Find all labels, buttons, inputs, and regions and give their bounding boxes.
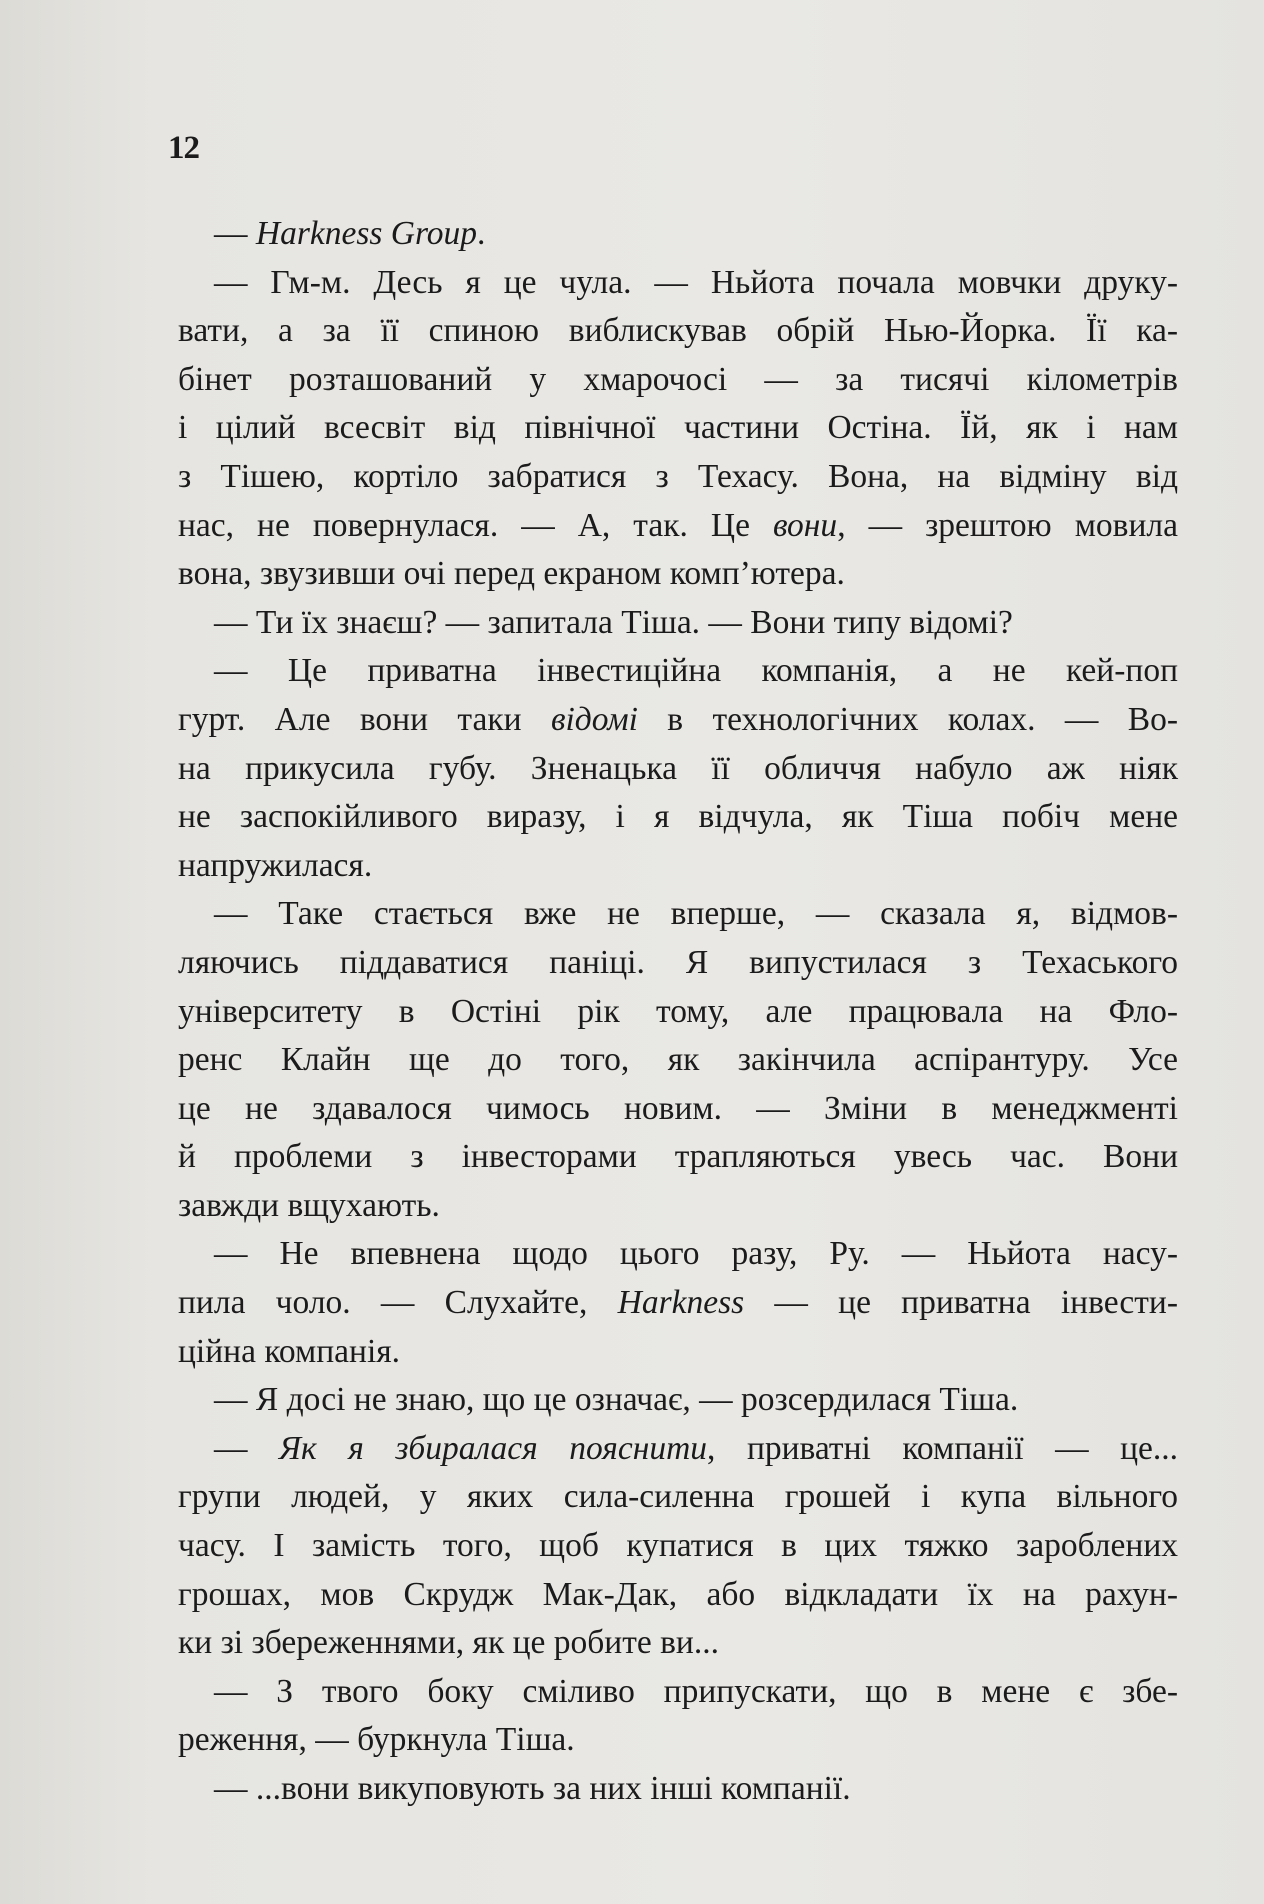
body-text — [178, 210, 1178, 1814]
text-segment: пила чоло. — Слухайте, — [178, 1284, 618, 1322]
text-segment: ки зі збереженнями, як це робите ви... — [178, 1624, 719, 1662]
paragraph-first-line — [178, 1668, 1178, 1717]
paragraph-line — [178, 550, 1178, 599]
paragraph-first-line — [178, 1230, 1178, 1279]
text-segment: — Я досі не знаю, що це означає, — розсердилася Тіша. — [214, 1381, 1019, 1419]
paragraph-first-line — [178, 890, 1178, 939]
text-segment: — ...вони викуповують за них інші компанії. — [214, 1770, 851, 1807]
text-segment: — Це приватна інвестиційна компанія, а не кей-поп — [214, 652, 1178, 690]
paragraph-first-line — [178, 1376, 1178, 1425]
paragraph-first-line — [178, 210, 1178, 259]
paragraph-line — [178, 307, 1178, 356]
text-segment: грошах, мов Скрудж Мак-Дак, або відкладати їх на рахун- — [178, 1575, 1178, 1613]
text-segment: часу. І замість того, щоб купатися в цих тяжко зароблених — [178, 1527, 1178, 1565]
text-segment: бінет розташований у хмарочосі — за тисячі кілометрів — [178, 360, 1178, 398]
paragraph-line — [178, 1473, 1178, 1522]
text-segment: на прикусила губу. Зненацька її обличчя набуло аж ніяк — [178, 749, 1178, 787]
text-segment: і цілий всесвіт від північної частини Остіна. Їй, як і нам — [178, 409, 1178, 447]
italic-text: Harkness — [617, 1284, 745, 1322]
text-segment: завжди вщухають. — [178, 1186, 440, 1224]
text-segment: — З твого боку сміливо припускати, що в мене є збе- — [214, 1672, 1178, 1710]
paragraph-first-line — [178, 1425, 1178, 1474]
paragraph-line — [178, 939, 1178, 988]
text-segment: в технологічних колах. — Во- — [637, 700, 1179, 738]
text-segment: . — [477, 215, 486, 252]
paragraph-first-line — [178, 599, 1178, 648]
paragraph-line — [178, 1036, 1178, 1085]
text-segment: ційна компанія. — [178, 1332, 401, 1370]
text-segment: нас, не повернулася. — А, так. Це — [178, 506, 773, 544]
italic-text: Як я збиралася пояснити — [279, 1429, 708, 1467]
paragraph-line — [178, 745, 1178, 794]
text-segment: — Не впевнена щодо цього разу, Ру. — Ньйота насу- — [214, 1235, 1178, 1273]
text-segment: це не здавалося чимось новим. — Зміни в менеджменті — [178, 1089, 1178, 1127]
paragraph-line — [178, 1085, 1178, 1134]
paragraph-line — [178, 1328, 1178, 1377]
paragraph-line — [178, 1279, 1178, 1328]
paragraph-line — [178, 988, 1178, 1037]
text-segment: ляючись піддаватися паніці. Я випустилася з Техаського — [178, 943, 1178, 981]
text-segment: — Таке стається вже не вперше, — сказала я, відмов- — [214, 895, 1178, 933]
text-segment: з Тішею, кортіло забратися з Техасу. Вона, на відміну від — [178, 457, 1178, 495]
italic-text: вони — [772, 506, 838, 544]
text-segment: , — зрештою мовила — [837, 506, 1178, 544]
paragraph-line — [178, 1182, 1178, 1231]
paragraph-line — [178, 696, 1178, 745]
paragraph-first-line — [178, 259, 1178, 308]
paragraph-line — [178, 404, 1178, 453]
text-segment: напружилася. — [178, 846, 373, 884]
text-segment: ренс Клайн ще до того, як закінчила аспірантуру. Усе — [178, 1041, 1178, 1079]
italic-text: відомі — [550, 700, 638, 738]
paragraph-line — [178, 502, 1178, 551]
paragraph-first-line — [178, 1765, 1178, 1814]
page-number: 12 — [168, 130, 199, 166]
text-segment: не заспокійливого виразу, і я відчула, як Тіша побіч мене — [178, 798, 1178, 836]
paragraph-line — [178, 1571, 1178, 1620]
text-segment: — — [214, 215, 256, 252]
text-segment: гурт. Але вони таки — [178, 700, 551, 738]
paragraph-line — [178, 356, 1178, 405]
text-segment: вона, звузивши очі перед екраном комп’ютера. — [178, 555, 845, 593]
paragraph-line — [178, 1716, 1178, 1765]
text-segment: — це приватна інвести- — [744, 1284, 1178, 1322]
paragraph-line — [178, 1522, 1178, 1571]
italic-text: Harkness Group — [255, 215, 478, 252]
text-segment: групи людей, у яких сила-силенна грошей і купа вільного — [178, 1478, 1178, 1516]
text-segment: — — [214, 1429, 280, 1467]
paragraph-line — [178, 842, 1178, 891]
paragraph-line — [178, 1133, 1178, 1182]
text-segment: вати, а за її спиною виблискував обрій Нью-Йорка. Її ка- — [178, 312, 1178, 350]
text-segment: й проблеми з інвесторами трапляються увесь час. Вони — [178, 1138, 1178, 1176]
text-segment: реження, — буркнула Тіша. — [178, 1721, 575, 1759]
text-segment: — Ти їх знаєш? — запитала Тіша. — Вони типу відомі? — [214, 603, 1013, 641]
paragraph-line — [178, 453, 1178, 502]
paragraph-first-line — [178, 647, 1178, 696]
paragraph-line — [178, 1619, 1178, 1668]
text-segment: — Гм-м. Десь я це чула. — Ньйота почала мовчки друку- — [214, 263, 1178, 301]
text-segment: , приватні компанії — це... — [707, 1429, 1179, 1467]
paragraph-line — [178, 793, 1178, 842]
text-segment: університету в Остіні рік тому, але працювала на Фло- — [178, 992, 1178, 1030]
